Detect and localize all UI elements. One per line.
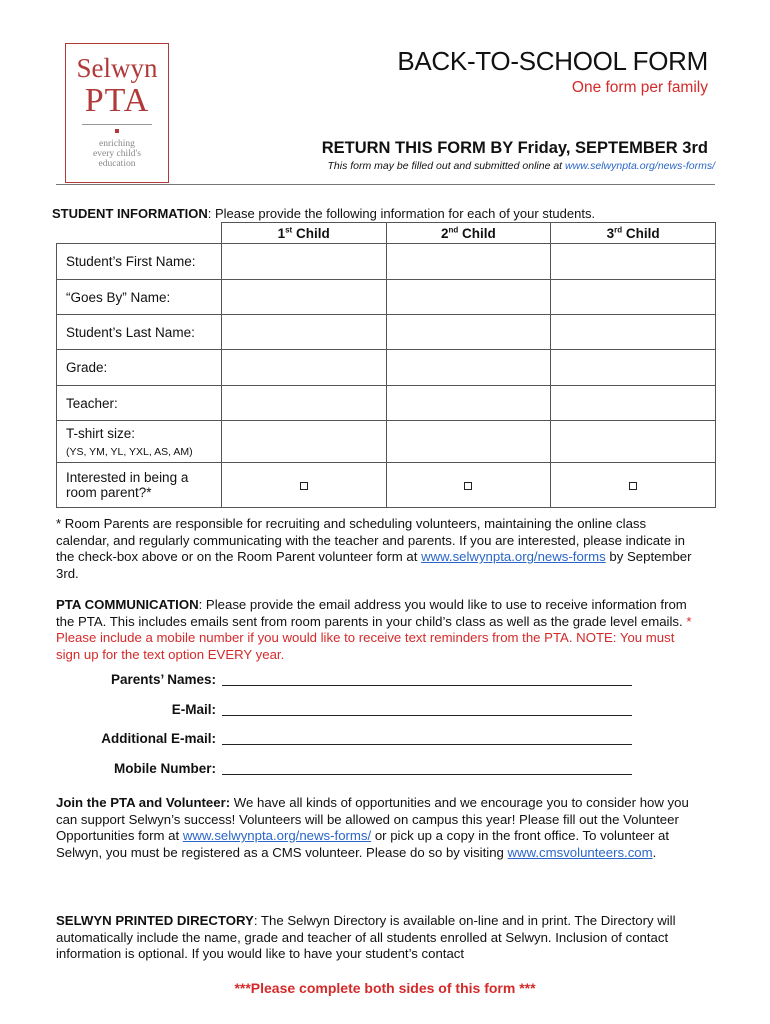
asterisk: *: [56, 516, 65, 531]
text-reminder-note: * Please include a mobile number if you would like to receive text reminders from the PTA. NOTE: You must sign up for the text option EVERY year.: [56, 613, 692, 662]
mobile-number-row: [56, 761, 636, 781]
teacher-field-child-3[interactable]: [551, 386, 716, 421]
student-info-heading: [52, 206, 595, 221]
last-name-label: Student’s Last Name:: [57, 315, 222, 350]
logo-org-name: PTA: [84, 82, 150, 119]
volunteer-text: We have all kinds of opportunities and we encourage you to consider how you can support Selwyn’s success! Volunteers will be allowed on campus this year! Please fill out the Volunteer Opportunities form at: [56, 795, 689, 843]
logo-tagline-line: every child's: [93, 149, 141, 159]
room-parent-note-text: Room Parents are responsible for recruiting and scheduling volunteers, maintaining the online class calendar, and regularly communicating with the teacher and parents. If you are interested, please indicate in the check-box above or on the Room Parent volunteer form at: [56, 516, 685, 564]
room-parent-cell-child-3: [551, 463, 716, 508]
tshirt-field-child-1[interactable]: [221, 421, 386, 463]
column-number: 1: [277, 225, 286, 241]
pta-communication-text: : Please provide the email address you would like to use to receive information from the PTA. This includes emails sent from room parents in your child’s class as well as the grade level emails.: [56, 597, 687, 629]
teacher-field-child-1[interactable]: [221, 386, 386, 421]
column-number: 2: [440, 225, 449, 241]
parents-names-row: [56, 672, 636, 692]
room-parent-label-line: Interested in being a: [66, 470, 189, 485]
column-number: 3: [606, 225, 615, 241]
room-parent-cell-child-2: [386, 463, 551, 508]
goes-by-field-child-1[interactable]: [221, 280, 386, 315]
column-header-child-3: [551, 223, 716, 244]
parents-names-label: Parents’ Names:: [110, 672, 216, 687]
room-parent-checkbox-child-2[interactable]: [464, 482, 472, 490]
table-row: [57, 315, 716, 350]
section-title: STUDENT INFORMATION: [52, 206, 208, 221]
directory-section: [56, 913, 696, 963]
news-forms-link[interactable]: www.selwynpta.org/news-forms/: [565, 160, 715, 172]
section-instructions: : Please provide the following information for each of your students.: [207, 206, 596, 221]
section-title: PTA COMMUNICATION: [56, 597, 199, 612]
first-name-field-child-2[interactable]: [386, 244, 551, 280]
table-row: [57, 280, 716, 315]
online-submission-note: [327, 160, 715, 172]
teacher-field-child-2[interactable]: [386, 386, 551, 421]
student-info-table: [56, 222, 716, 508]
column-word: Child: [292, 225, 330, 241]
grade-field-child-3[interactable]: [551, 350, 716, 386]
form-title: BACK-TO-SCHOOL FORM: [397, 46, 708, 76]
email-row: [56, 702, 636, 722]
logo-divider: [82, 124, 152, 125]
logo-tagline-line: education: [98, 159, 136, 169]
grade-label: Grade:: [57, 350, 222, 386]
room-parent-note-deadline: by September 3rd.: [56, 549, 692, 581]
room-parent-form-link[interactable]: www.selwynpta.org/news-forms: [421, 549, 606, 564]
volunteer-text: .: [652, 844, 657, 860]
tshirt-size-options: (YS, YM, YL, YXL, AS, AM): [66, 445, 193, 458]
table-row: [57, 244, 716, 280]
header-divider: [56, 184, 715, 185]
additional-email-input[interactable]: [222, 744, 632, 745]
tshirt-field-child-2[interactable]: [386, 421, 551, 463]
logo-tagline: [66, 139, 168, 169]
mobile-number-input[interactable]: [222, 774, 632, 775]
table-row: [57, 463, 716, 508]
header-blank-cell: [57, 223, 222, 244]
email-label: E-Mail:: [171, 702, 216, 717]
column-header-child-1: [221, 223, 386, 244]
goes-by-field-child-3[interactable]: [551, 280, 716, 315]
first-name-field-child-3[interactable]: [551, 244, 716, 280]
table-row: [57, 386, 716, 421]
tshirt-label: [57, 421, 222, 463]
table-row: [57, 421, 716, 463]
cms-volunteers-link[interactable]: www.cmsvolunteers.com: [507, 844, 653, 860]
logo-dot: [115, 129, 119, 133]
tshirt-field-child-3[interactable]: [551, 421, 716, 463]
last-name-field-child-1[interactable]: [221, 315, 386, 350]
room-parent-checkbox-child-3[interactable]: [629, 482, 637, 490]
logo-tagline-line: enriching: [99, 139, 135, 149]
directory-text: : The Selwyn Directory is available on-line and in print. The Directory will automatically include the name, grade and teacher of all students enrolled at Selwyn. Inclusion of contact information is optional. If you would like to have your student’s contact: [56, 913, 676, 961]
last-name-field-child-3[interactable]: [551, 315, 716, 350]
table-header-row: [57, 223, 716, 244]
mobile-number-label: Mobile Number:: [113, 761, 216, 776]
room-parent-note: [56, 516, 696, 582]
column-word: Child: [458, 225, 496, 241]
volunteer-text: or pick up a copy in the front office. To volunteer at Selwyn, you must be registered as a CMS volunteer. Please do so by visiting: [56, 828, 670, 860]
email-input[interactable]: [222, 715, 632, 716]
volunteer-section: [56, 795, 696, 861]
online-note-text: This form may be filled out and submitted online at: [327, 160, 566, 172]
section-title: SELWYN PRINTED DIRECTORY: [56, 913, 254, 928]
section-title: Join the PTA and Volunteer:: [56, 795, 231, 810]
first-name-label: Student’s First Name:: [57, 244, 222, 280]
grade-field-child-1[interactable]: [221, 350, 386, 386]
first-name-field-child-1[interactable]: [221, 244, 386, 280]
pta-communication-section: [56, 597, 696, 663]
column-ordinal: st: [285, 225, 293, 234]
parents-names-input[interactable]: [222, 685, 632, 686]
volunteer-form-link[interactable]: www.selwynpta.org/news-forms/: [182, 828, 372, 843]
last-name-field-child-2[interactable]: [386, 315, 551, 350]
additional-email-label: Additional E-mail:: [101, 731, 216, 746]
room-parent-label: [57, 463, 222, 508]
table-row: [57, 350, 716, 386]
goes-by-label: “Goes By” Name:: [57, 280, 222, 315]
room-parent-label-line: room parent?*: [66, 485, 152, 500]
form-subtitle: One form per family: [571, 79, 708, 96]
room-parent-checkbox-child-1[interactable]: [300, 482, 308, 490]
teacher-label: Teacher:: [57, 386, 222, 421]
column-ordinal: rd: [614, 225, 623, 234]
column-word: Child: [622, 225, 660, 241]
logo-school-name: Selwyn: [76, 53, 158, 83]
selwyn-pta-logo: [65, 43, 169, 183]
column-ordinal: nd: [448, 225, 459, 234]
grade-field-child-2[interactable]: [386, 350, 551, 386]
return-deadline: RETURN THIS FORM BY Friday, SEPTEMBER 3rd: [321, 139, 708, 157]
room-parent-cell-child-1: [221, 463, 386, 508]
additional-email-row: [56, 731, 636, 751]
complete-both-sides-note: ***Please complete both sides of this form ***: [234, 980, 536, 996]
column-header-child-2: [386, 223, 551, 244]
goes-by-field-child-2[interactable]: [386, 280, 551, 315]
tshirt-size-label: T-shirt size:: [66, 425, 136, 441]
